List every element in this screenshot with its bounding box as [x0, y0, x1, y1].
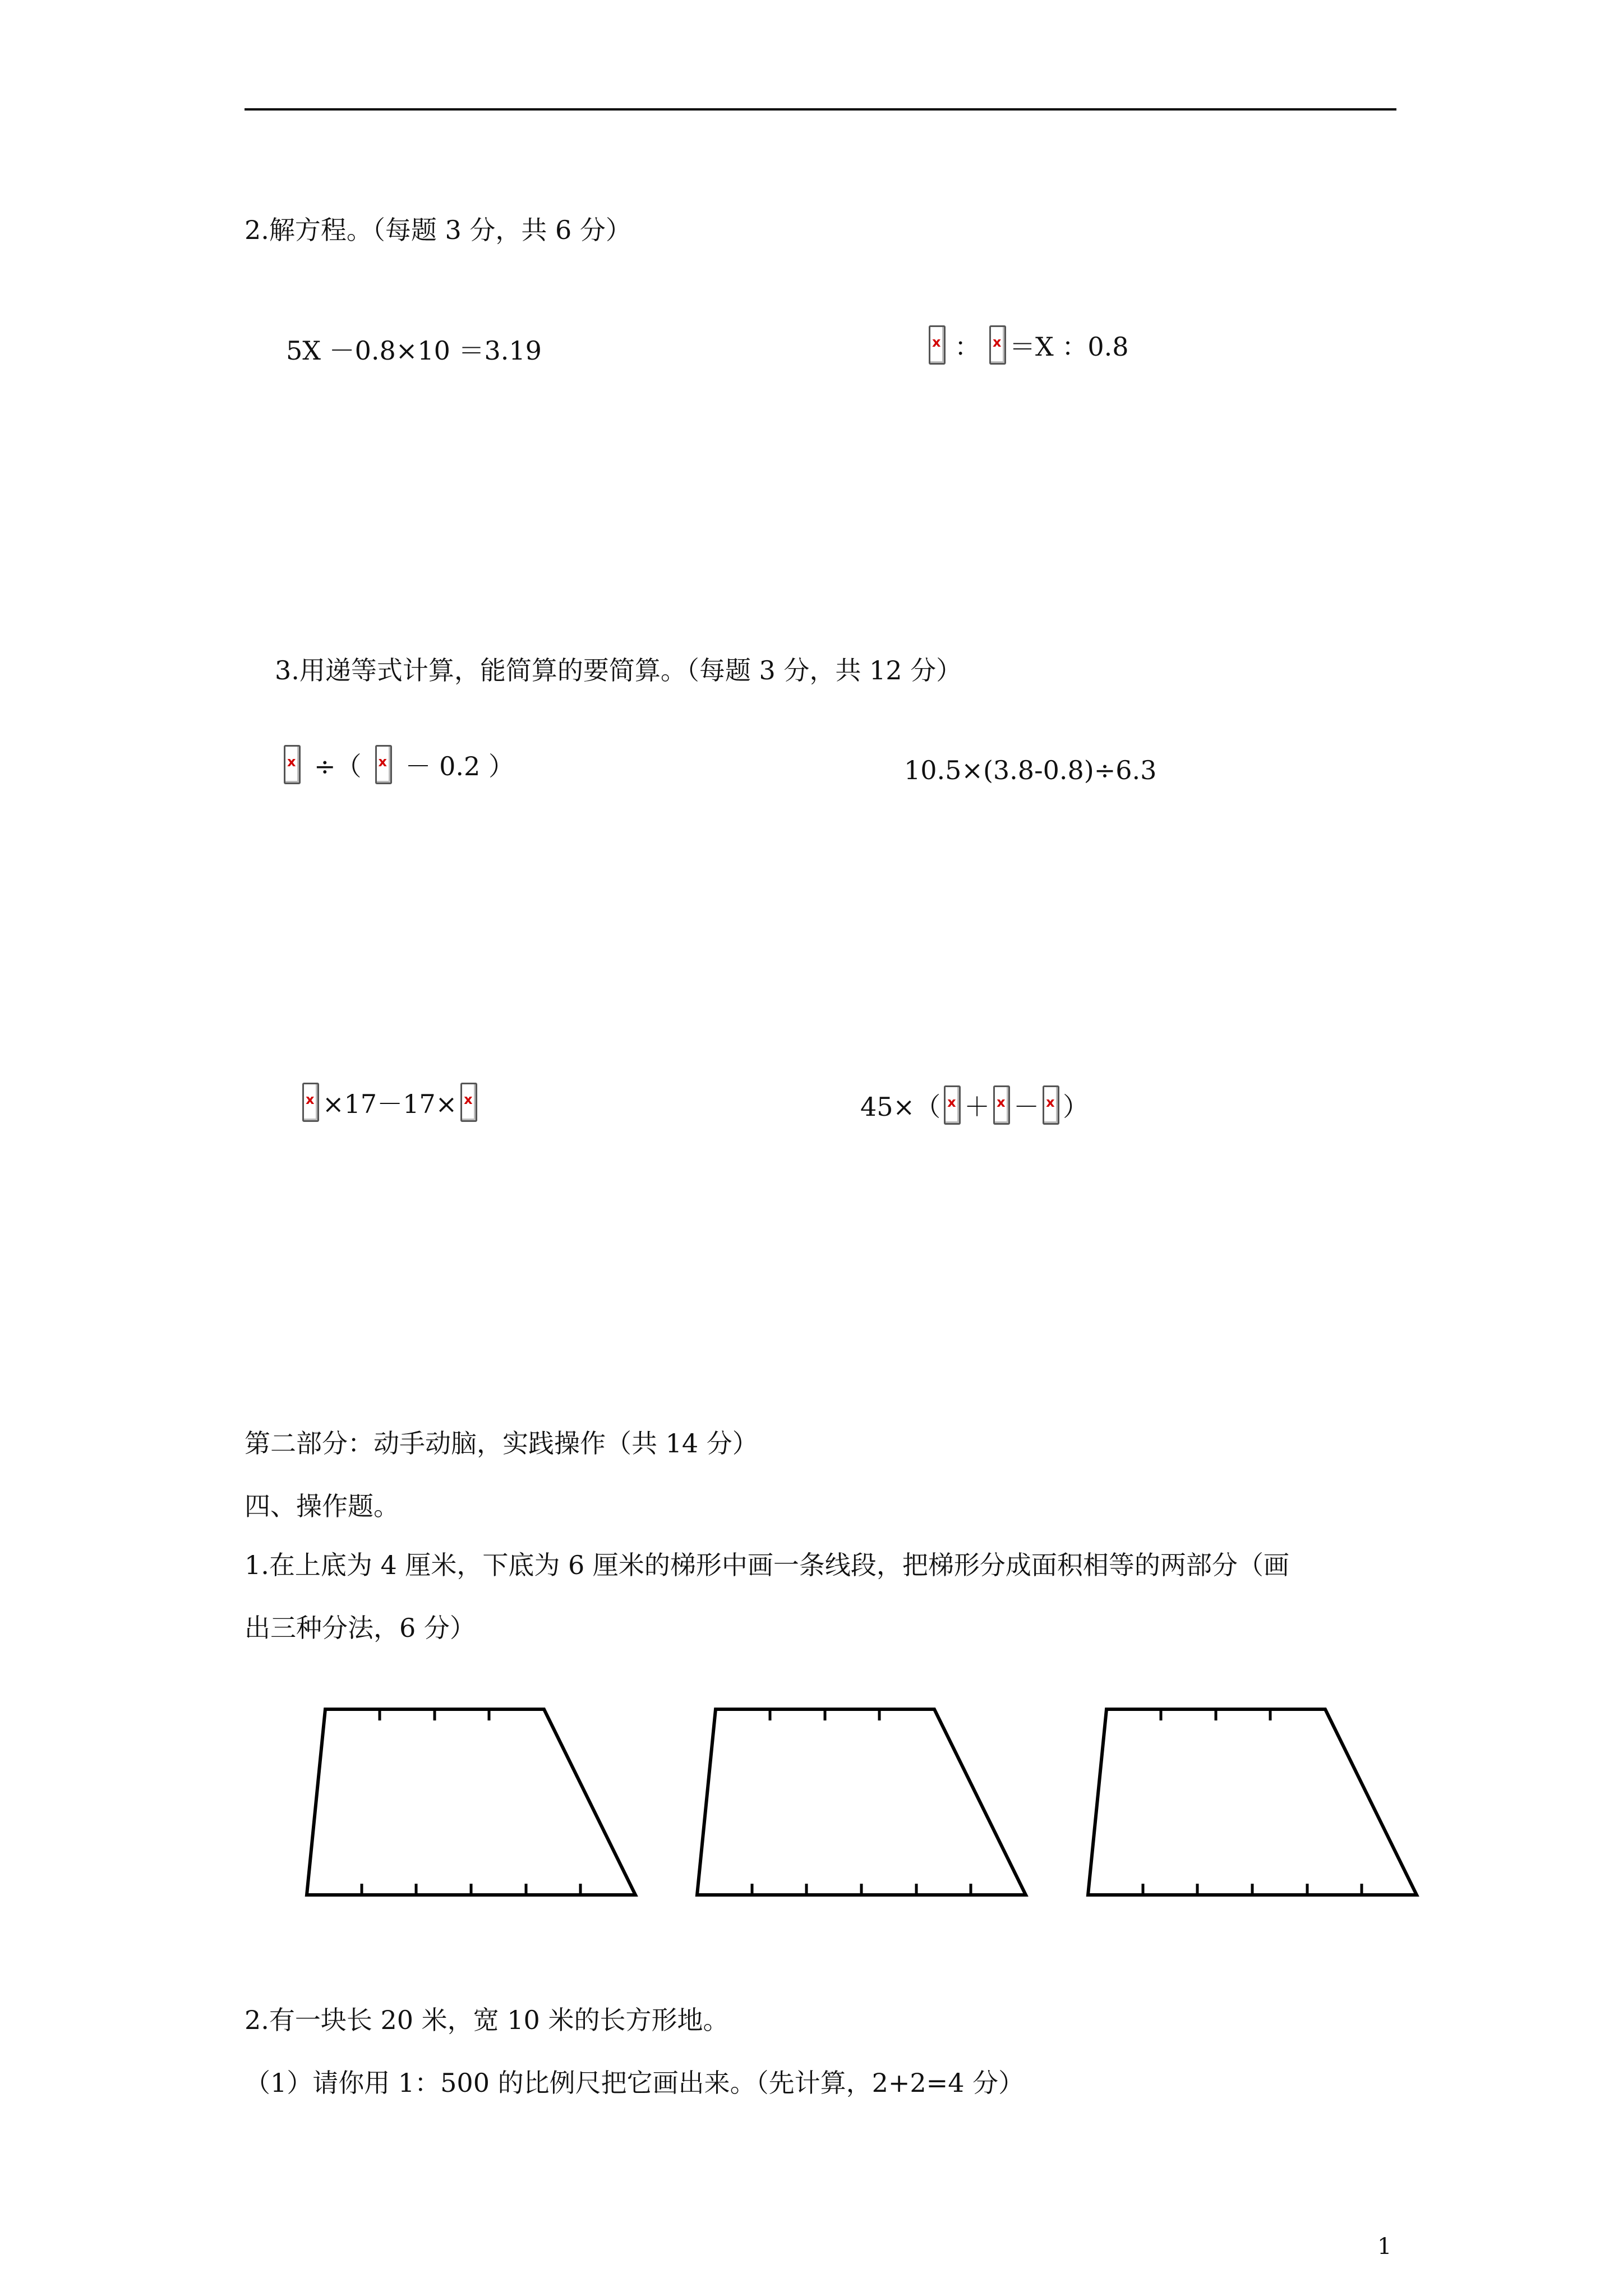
- trapezoid-2-ticks: [752, 1709, 971, 1895]
- trapezoid-diagram-1: [303, 1705, 639, 1902]
- equation-2: [925, 325, 1129, 365]
- problem-2: 10.5×(3.8-0.8)÷6.3: [904, 755, 1157, 785]
- trapezoid-3-ticks: [1143, 1709, 1362, 1895]
- part-2-title: 第二部分：动手动脑，实践操作（共 14 分）: [245, 1428, 758, 1458]
- problem-1-part-b: － 0.2 ）: [405, 751, 514, 781]
- equation-1: 5X －0.8×10 ＝3.19: [286, 335, 542, 366]
- broken-image-icon: [1043, 1085, 1059, 1125]
- question-1-line-1: 1.在上底为 4 厘米，下底为 6 厘米的梯形中画一条线段，把梯形分成面积相等的两部分（画: [245, 1550, 1289, 1580]
- problem-1: [280, 745, 514, 784]
- broken-image-icon: [989, 325, 1006, 365]
- trapezoid-diagram-3: [1084, 1705, 1421, 1902]
- page-number: 1: [1377, 2234, 1392, 2260]
- section-4-heading: 四、操作题。: [245, 1491, 399, 1521]
- broken-image-icon: [284, 745, 301, 784]
- question-1-line-2: 出三种分法，6 分）: [245, 1613, 476, 1643]
- problem-4-part-d: ）: [1063, 1092, 1089, 1122]
- equation-2-op: ：: [955, 332, 980, 362]
- broken-image-icon: [993, 1085, 1010, 1125]
- broken-image-icon: [302, 1083, 319, 1122]
- problem-4-part-c: －: [1013, 1092, 1040, 1122]
- trapezoid-2-shape: [697, 1709, 1026, 1895]
- equation-2-rest: ＝X ：0.8: [1009, 332, 1129, 362]
- trapezoid-1-shape: [307, 1709, 635, 1895]
- question-2: 2.有一块长 20 米，宽 10 米的长方形地。: [245, 2005, 729, 2035]
- problem-4: [860, 1085, 1089, 1125]
- broken-image-icon: [375, 745, 392, 784]
- broken-image-icon: [460, 1083, 477, 1122]
- broken-image-icon: [929, 325, 946, 365]
- trapezoid-1-ticks: [362, 1709, 580, 1895]
- question-2-1: （1）请你用 1：500 的比例尺把它画出来。（先计算，2+2=4 分）: [245, 2068, 1025, 2098]
- problem-1-part-a: ÷（: [314, 751, 362, 781]
- trapezoid-diagram-2: [693, 1705, 1030, 1902]
- section-2-heading: 2.解方程。（每题 3 分，共 6 分）: [245, 215, 631, 245]
- problem-3-part-a: ×17－17×: [322, 1089, 458, 1119]
- section-3-heading: 3.用递等式计算，能简算的要简算。（每题 3 分，共 12 分）: [275, 655, 962, 685]
- problem-3: [299, 1083, 481, 1122]
- problem-4-part-b: ＋: [964, 1092, 990, 1122]
- header-rule: [245, 108, 1396, 111]
- trapezoid-3-shape: [1088, 1709, 1417, 1895]
- broken-image-icon: [944, 1085, 961, 1125]
- problem-4-part-a: 45×（: [860, 1092, 941, 1122]
